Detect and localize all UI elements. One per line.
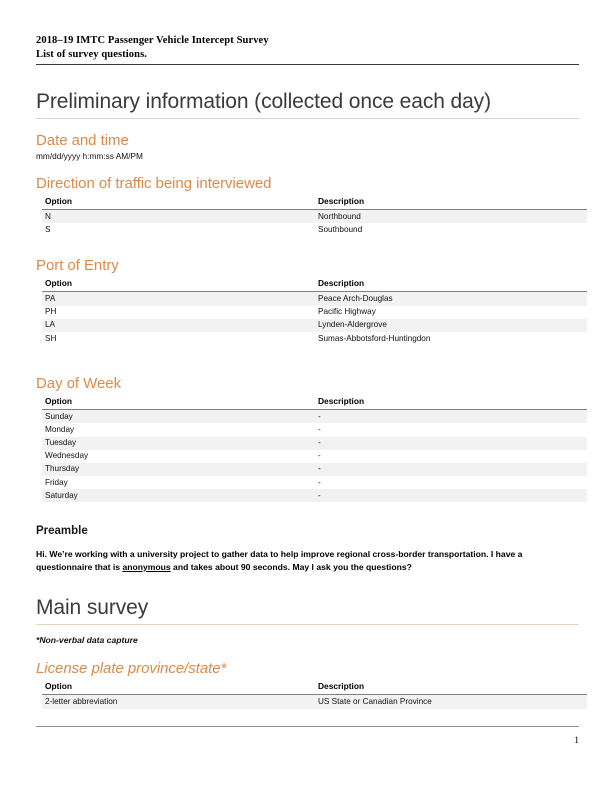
cell-option: Thursday xyxy=(42,463,315,476)
column-header-description: Description xyxy=(315,195,587,210)
subsection-heading-date-and-time: Date and time xyxy=(36,132,129,149)
cell-option: 2-letter abbreviation xyxy=(42,695,315,709)
page-number: 1 xyxy=(574,736,579,746)
table-direction xyxy=(42,195,587,236)
table-header-row xyxy=(42,680,587,695)
column-header-description: Description xyxy=(315,680,587,695)
cell-option: Tuesday xyxy=(42,437,315,450)
table-row xyxy=(42,410,587,424)
subsection-heading-day-of-week: Day of Week xyxy=(36,375,122,393)
date-time-format: mm/dd/yyyy h:mm:ss AM/PM xyxy=(36,151,143,161)
cell-description: - xyxy=(318,424,321,434)
cell-option: Monday xyxy=(45,424,75,434)
table-header-row xyxy=(42,395,587,410)
subsection-heading-direction: Direction of traffic being interviewed xyxy=(36,175,272,192)
cell-description: - xyxy=(315,463,587,476)
table-row xyxy=(42,695,587,709)
cell-description: Lynden-Aldergrove xyxy=(315,319,587,332)
table-row xyxy=(42,306,587,319)
table-row xyxy=(42,423,587,436)
column-header-description: Description xyxy=(315,277,587,292)
cell-description: Peace Arch-Douglas xyxy=(315,292,587,306)
table-header-row xyxy=(42,195,587,210)
cell-option: Saturday xyxy=(42,489,315,502)
cell-option: Friday xyxy=(45,477,68,487)
cell-description: Northbound xyxy=(315,210,587,224)
cell-option: N xyxy=(42,210,315,224)
document-title-line-1: 2018–19 IMTC Passenger Vehicle Intercept Survey xyxy=(36,35,269,46)
cell-option: PA xyxy=(42,292,315,306)
table-day-of-week xyxy=(42,395,587,502)
table-row xyxy=(42,292,587,306)
table-row xyxy=(42,332,587,345)
cell-option: PH xyxy=(45,307,57,317)
subsection-heading-license-plate: License plate province/state* xyxy=(36,660,227,678)
table-license-plate xyxy=(42,680,587,708)
cell-description: - xyxy=(315,410,587,424)
cell-description: Southbound xyxy=(318,224,363,234)
document-header xyxy=(36,34,579,65)
preamble-text-underlined: anonymous xyxy=(122,561,171,572)
cell-description: - xyxy=(318,477,321,487)
column-header-option: Option xyxy=(42,195,315,210)
cell-description: - xyxy=(315,437,587,450)
document-footer xyxy=(36,726,579,748)
table-port-of-entry xyxy=(42,277,587,345)
spacer xyxy=(36,345,579,362)
table-header-row xyxy=(42,277,587,292)
section-heading-preliminary: Preliminary information (collected once each day) xyxy=(36,89,579,119)
cell-description: US State or Canadian Province xyxy=(315,695,587,709)
column-header-option: Option xyxy=(42,395,315,410)
column-header-option: Option xyxy=(42,680,315,695)
spacer xyxy=(36,502,579,524)
non-verbal-capture-note: *Non-verbal data capture xyxy=(36,635,138,646)
table-row xyxy=(42,210,587,224)
document-subtitle-line-2: List of survey questions. xyxy=(36,48,148,60)
table-row xyxy=(42,463,587,476)
preamble-text-part-1: Hi. We’re working with a university project to gather data to help improve regional cross-border transportation. I have a questionnaire that is xyxy=(36,549,523,572)
column-header-option: Option xyxy=(42,277,315,292)
table-row xyxy=(42,450,587,463)
preamble-text xyxy=(36,548,579,573)
cell-option: Sunday xyxy=(42,410,315,424)
spacer xyxy=(36,236,579,244)
section-heading-main-survey: Main survey xyxy=(36,595,579,625)
table-row xyxy=(42,223,587,236)
column-header-description: Description xyxy=(315,395,587,410)
cell-option: LA xyxy=(42,319,315,332)
cell-option: Wednesday xyxy=(45,451,89,461)
spacer xyxy=(36,539,579,548)
subsection-heading-port-of-entry: Port of Entry xyxy=(36,257,119,275)
table-row xyxy=(42,319,587,332)
spacer xyxy=(36,625,579,634)
table-row xyxy=(42,437,587,450)
preamble-text-part-2: and takes about 90 seconds. May I ask you the questions? xyxy=(170,561,412,572)
cell-option: SH xyxy=(45,333,57,343)
cell-description: Sumas-Abbotsford-Huntingdon xyxy=(318,333,431,343)
table-row xyxy=(42,476,587,489)
subsection-heading-preamble: Preamble xyxy=(36,525,88,538)
cell-description: - xyxy=(318,451,321,461)
cell-description: - xyxy=(315,489,587,502)
cell-description: Pacific Highway xyxy=(318,307,376,317)
table-row xyxy=(42,489,587,502)
cell-option: S xyxy=(45,224,51,234)
